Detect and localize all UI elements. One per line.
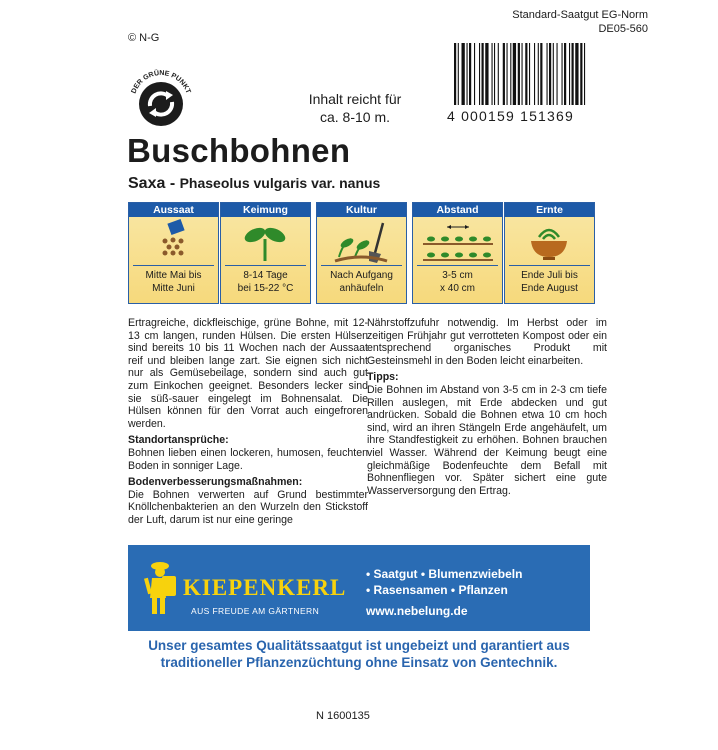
panel-kultur: [316, 202, 407, 304]
barcode-number: 4 000159 151369: [447, 108, 574, 124]
standard-line: Standard-Saatgut EG-Norm: [512, 9, 648, 21]
panel-title: Keimung: [221, 203, 310, 217]
seed-standard: [512, 8, 648, 36]
panel-text: [509, 265, 590, 295]
categories-line1: • Saatgut • Blumenzwiebeln: [366, 567, 523, 581]
panel-text-line1: Ende Juli bis: [521, 270, 578, 281]
soil-paragraph-continued: Nährstoffzufuhr notwendig. Im Herbst oder im zeitigen Frühjahr gut verrotteten Kompost oder ein entsprechend organisches Produkt mit Gesteinsmehl in den Boden leicht einarbeiten.: [367, 317, 607, 367]
yield-info: [290, 90, 420, 126]
panel-aussaat: [128, 202, 219, 304]
panel-text: [417, 265, 498, 295]
quality-statement: [128, 637, 590, 671]
panel-ernte: [504, 202, 595, 304]
seedling-icon: [221, 217, 310, 265]
soil-heading: Bodenverbesserungsmaßnahmen:: [128, 476, 303, 489]
spacing-icon: [413, 217, 502, 265]
yield-line2: ca. 8-10 m.: [319, 109, 391, 125]
intro-paragraph: Ertragreiche, dickfleischige, grüne Bohne, mit 12-13 cm langen, runden Hülsen. Die ersten Hülsen sind bereits 10 bis 11 Wochen nach der Aussaat reif und bleiben lange zart. Sie eignen sich nicht nur als Gemüsebeilage, sondern sind auch gut zum Einkochen geeignet. Besonders lecker sind sie süß-sauer eingelegt im Bohnensalat. Die Hülsen können für den Vorrat auch eingefroren werden.: [128, 317, 368, 430]
product-categories: [366, 566, 522, 598]
location-heading: Standortansprüche:: [128, 434, 229, 447]
panel-text: [225, 265, 306, 295]
article-number: N 1600135: [316, 710, 370, 722]
description-right-column: [367, 317, 607, 497]
panel-text-line1: Mitte Mai bis: [145, 270, 202, 281]
tips-paragraph: Die Bohnen im Abstand von 3-5 cm in 2-3 cm tiefe Rillen auslegen, mit Erde abdecken und gut andrücken. Sobald die Bohnen etwa 10 cm hoch sind, wird an ihren Stängeln Erde angehäufelt, um ihre Standfestigkeit zu erhöhen. Bohnen brauchen viel Wasser. Während der Keimung beugt eine gleichmäßige Bodenfeuchte dem Befall mit Bohnenfliegen vor. Später sichert eine gute Wasserversorgung den Ertrag.: [367, 383, 607, 497]
panel-text-line2: Mitte Juni: [152, 283, 195, 294]
panel-title: Kultur: [317, 203, 406, 217]
brand-name: KIEPENKERL: [183, 575, 347, 600]
panel-text-line2: x 40 cm: [439, 283, 475, 294]
panel-abstand: [412, 202, 503, 304]
copyright-text: © N-G: [128, 32, 160, 44]
variety-name: Saxa -: [128, 175, 176, 192]
brand-slogan: AUS FREUDE AM GÄRTNERN: [191, 606, 320, 616]
location-paragraph: Bohnen lieben einen lockeren, humosen, feuchten Boden in sonniger Lage.: [128, 446, 368, 472]
gruener-punkt-logo: [122, 62, 200, 140]
barcode: [450, 43, 630, 109]
panel-title: Aussaat: [129, 203, 218, 217]
description-left-column: [128, 317, 368, 527]
panel-keimung: [220, 202, 311, 304]
soil-paragraph: Die Bohnen verwerten auf Grund bestimmter Knöllchenbakterien an den Wurzeln den Stickstoff der Luft, darum ist nur eine geringe: [128, 488, 368, 526]
product-title: Buschbohnen: [127, 132, 351, 169]
categories-line2: • Rasensamen • Pflanzen: [366, 583, 508, 597]
bowl-icon: [505, 217, 594, 265]
shovel-icon: [317, 217, 406, 265]
seed-packet-icon: [129, 217, 218, 265]
product-subtitle: [128, 175, 380, 193]
panel-title: Abstand: [413, 203, 502, 217]
quality-line2: traditioneller Pflanzenzüchtung ohne Einsatz von Gentechnik.: [160, 655, 558, 670]
panel-text-line2: bei 15-22 °C: [237, 283, 294, 294]
tips-heading: Tipps:: [367, 371, 399, 384]
panel-text: [321, 265, 402, 295]
standard-code: DE05-560: [598, 23, 648, 35]
yield-line1: Inhalt reicht für: [308, 91, 402, 107]
quality-line1: Unser gesamtes Qualitätssaatgut ist ungebeizt und garantiert aus: [148, 638, 570, 653]
panel-text-line1: 3-5 cm: [442, 270, 473, 281]
panel-title: Ernte: [505, 203, 594, 217]
kiepenkerl-figure-icon: [140, 560, 184, 620]
panel-text-line1: 8-14 Tage: [243, 270, 288, 281]
panel-text-line2: anhäufeln: [339, 283, 384, 294]
species-name: Phaseolus vulgaris var. nanus: [179, 175, 381, 191]
website-link[interactable]: www.nebelung.de: [366, 604, 468, 618]
panel-text-line2: Ende August: [521, 283, 578, 294]
logo-text: DER GRÜNE PUNKT: [130, 69, 192, 95]
panel-text-line1: Nach Aufgang: [330, 270, 393, 281]
panel-text: [133, 265, 214, 295]
